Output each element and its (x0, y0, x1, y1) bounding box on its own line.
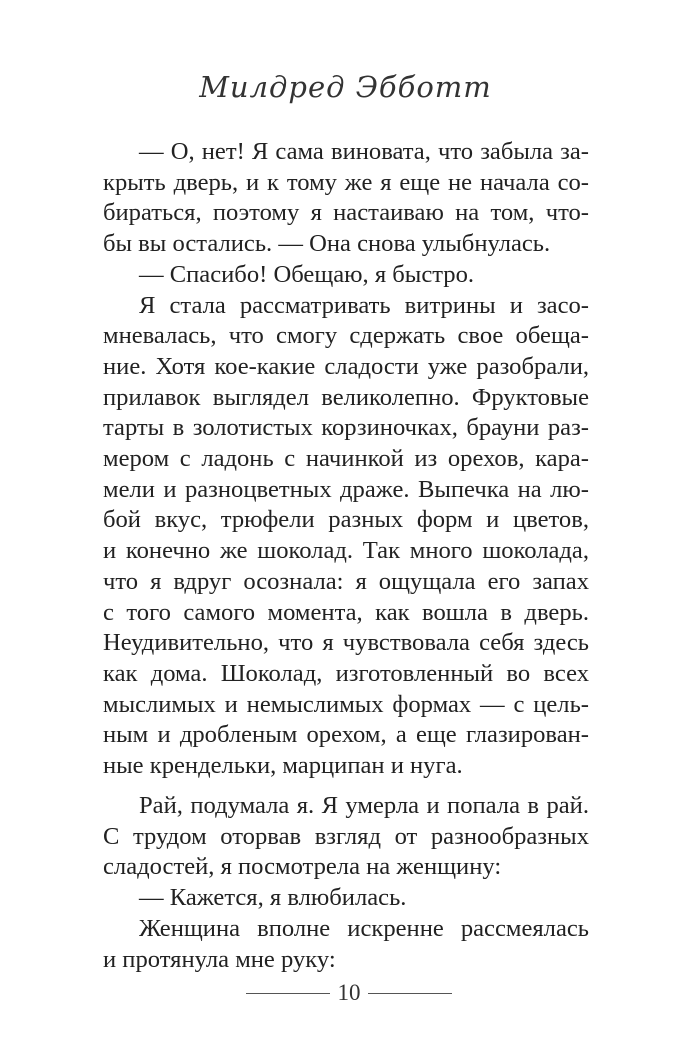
paragraph-line: тарты в золотистых корзиночках, брауни раз- (103, 414, 589, 442)
paragraph-line: мером с ладонь с начинкой из орехов, кара- (103, 445, 589, 473)
paragraph-line: с того самого момента, как вошла в дверь. (103, 598, 589, 626)
folio (0, 980, 691, 1010)
folio-rule-right (368, 993, 452, 994)
paragraph-line: бы вы остались. — Она снова улыбнулась. (103, 230, 551, 258)
running-head: Милдред Эбботт (199, 70, 492, 104)
paragraph-line: Рай, подумала я. Я умерла и попала в рай. (139, 792, 589, 819)
folio-rule-left (246, 993, 330, 994)
paragraph-line: прилавок выглядел великолепно. Фруктовые (103, 383, 589, 411)
paragraph-line: — Кажется, я влюбилась. (139, 884, 407, 912)
paragraph-line: мели и разноцветных драже. Выпечка на лю- (103, 475, 589, 503)
paragraph-line: мневалась, что смогу сдержать свое обеща- (103, 322, 589, 350)
paragraph-line: Женщина вполне искренне рассмеялась (139, 914, 589, 942)
paragraph-line: ные крендельки, марципан и нуга. (103, 752, 463, 780)
paragraph-line: и протянула мне руку: (103, 945, 336, 973)
paragraph-line: бираться, поэтому я настаиваю на том, что- (103, 199, 589, 227)
paragraph-line: и конечно же шоколад. Так много шоколада, (103, 537, 589, 565)
text-block-after-break (103, 791, 589, 975)
paragraph-line: бой вкус, трюфели разных форм и цветов, (103, 506, 589, 534)
paragraph-line: — О, нет! Я сама виновата, что забыла за- (139, 138, 589, 165)
text-block-main (103, 137, 589, 782)
paragraph-line: крыть дверь, и к тому же я еще не начала со- (103, 168, 589, 196)
paragraph-line: что я вдруг осознала: я ощущала его запах (103, 567, 589, 595)
paragraph-line: как дома. Шоколад, изготовленный во всех (103, 659, 589, 687)
paragraph-line: сладостей, я посмотрела на женщину: (103, 853, 502, 881)
paragraph-line: ние. Хотя кое-какие сладости уже разобрали, (103, 352, 589, 380)
paragraph-line: ным и дробленым орехом, а еще глазирован- (103, 721, 589, 749)
paragraph-line: С трудом оторвав взгляд от разнообразных (103, 822, 589, 850)
page-number: 10 (337, 980, 361, 1005)
paragraph-line: мыслимых и немыслимых формах — с цель- (103, 690, 589, 718)
paragraph-line: Я стала рассматривать витрины и засо- (139, 291, 589, 319)
paragraph-line: Неудивительно, что я чувствовала себя здесь (103, 629, 589, 657)
paragraph-line: — Спасибо! Обещаю, я быстро. (139, 260, 475, 288)
